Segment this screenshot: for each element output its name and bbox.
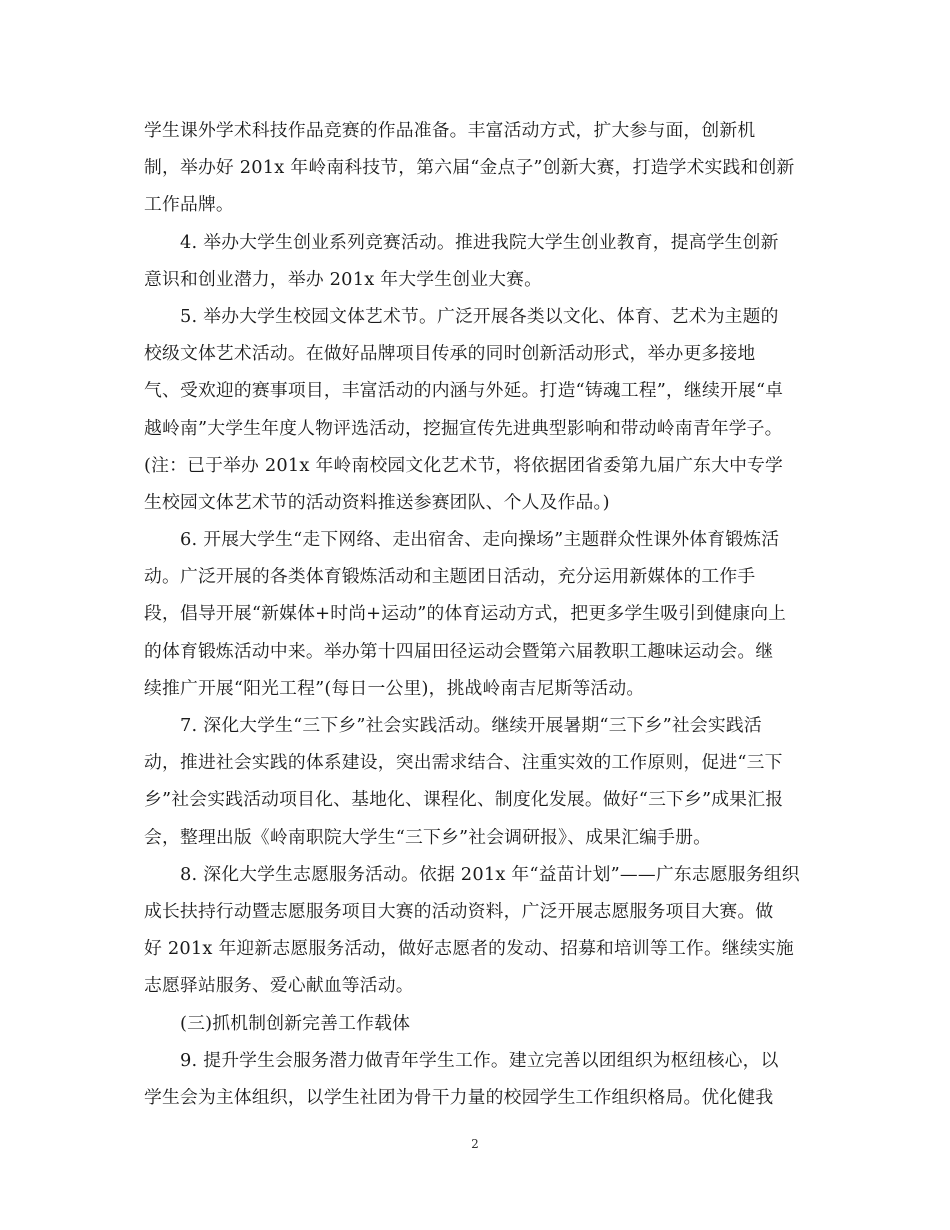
paragraph-9-start: 9. 提升学生会服务潜力做青年学生工作。建立完善以团组织为枢纽核心，以 xyxy=(180,1049,779,1071)
paragraph-7-start: 7. 深化大学生“三下乡”社会实践活动。继续开展暑期“三下乡”社会实践活 xyxy=(180,715,762,736)
paragraph-6-start: 6. 开展大学生“走下网络、走出宿舍、走向操场”主题群众性课外体育锻炼活 xyxy=(180,529,780,551)
body-line: 学生课外学术科技作品竞赛的作品准备。丰富活动方式，扩大参与面，创新机 xyxy=(144,120,756,141)
body-line: 乡”社会实践活动项目化、基地化、课程化、制度化发展。做好“三下乡”成果汇报 xyxy=(144,789,784,811)
body-line: 好 201x 年迎新志愿服务活动，做好志愿者的发动、招募和培训等工作。继续实施 xyxy=(144,938,794,960)
section-heading: (三)抓机制创新完善工作载体 xyxy=(180,1012,411,1034)
paragraph-8-start: 8. 深化大学生志愿服务活动。依据 201x 年“益苗计划”——广东志愿服务组织 xyxy=(180,863,800,885)
body-line: 的体育锻炼活动中来。举办第十四届田径运动会暨第六届教职工趣味运动会。继 xyxy=(144,640,774,662)
body-line: 会，整理出版《岭南职院大学生“三下乡”社会调研报》、成果汇编手册。 xyxy=(144,826,712,848)
paragraph-4-start: 4. 举办大学生创业系列竞赛活动。推进我院大学生创业教育，提高学生创新 xyxy=(180,231,779,253)
body-line: 成长扶持行动暨志愿服务项目大赛的活动资料，广泛开展志愿服务项目大赛。做 xyxy=(144,900,774,922)
body-line: 动。广泛开展的各类体育锻炼活动和主题团日活动，充分运用新媒体的工作手 xyxy=(144,566,756,588)
body-line: 制，举办好 201x 年岭南科技节，第六届“金点子”创新大赛，打造学术实践和创新 xyxy=(144,157,795,179)
body-line: 段，倡导开展“新媒体+时尚+运动”的体育运动方式，把更多学生吸引到健康向上 xyxy=(144,603,787,625)
document-body xyxy=(144,112,804,1116)
body-line: 越岭南”大学生年度人物评选活动，挖掘宣传先进典型影响和带动岭南青年学子。 xyxy=(144,417,783,439)
body-line: 续推广开展“阳光工程”(每日一公里)，挑战岭南吉尼斯等活动。 xyxy=(144,677,645,699)
body-line: 意识和创业潜力，举办 201x 年大学生创业大赛。 xyxy=(144,268,543,290)
body-line: 动，推进社会实践的体系建设，突出需求结合、注重实效的工作原则，促进“三下 xyxy=(144,752,783,774)
body-line: 校级文体艺术活动。在做好品牌项目传承的同时创新活动形式，举办更多接地 xyxy=(144,343,756,365)
body-line: 学生会为主体组织，以学生社团为骨干力量的校园学生工作组织格局。优化健我 xyxy=(144,1086,774,1108)
body-line: 生校园文体艺术节的活动资料推送参赛团队、个人及作品。) xyxy=(144,491,610,513)
body-line: 气、受欢迎的赛事项目，丰富活动的内涵与外延。打造“铸魂工程”，继续开展“卓 xyxy=(144,380,784,402)
body-line: 志愿驿站服务、爱心献血等活动。 xyxy=(144,975,414,997)
body-line: 工作品牌。 xyxy=(144,194,234,216)
paragraph-5-start: 5. 举办大学生校园文体艺术节。广泛开展各类以文化、体育、艺术为主题的 xyxy=(180,305,779,327)
body-line: (注：已于举办 201x 年岭南校园文化艺术节，将依据团省委第九届广东大中专学 xyxy=(144,454,784,476)
page-number: 2 xyxy=(471,1137,479,1151)
